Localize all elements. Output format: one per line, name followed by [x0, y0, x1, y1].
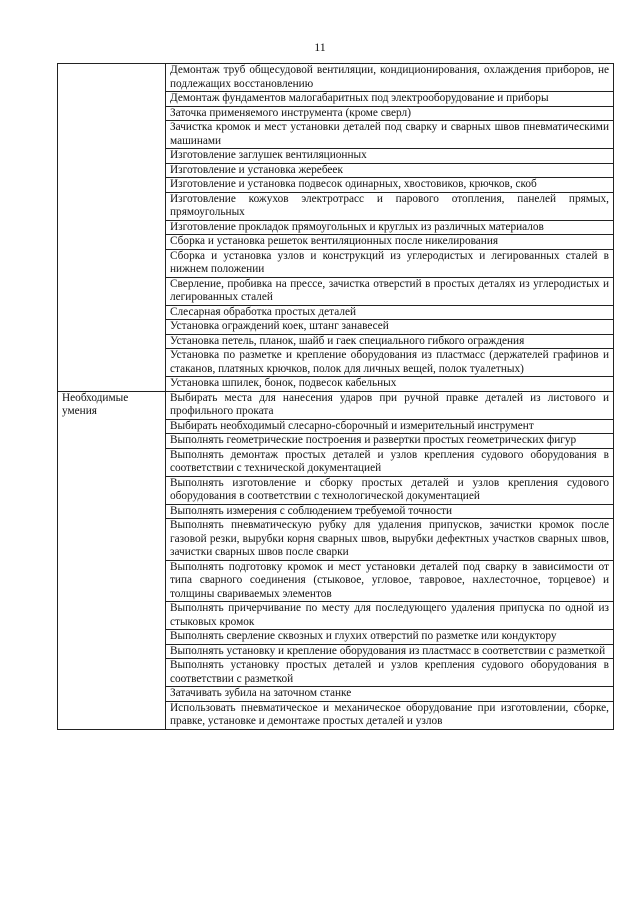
- section-label: [58, 64, 166, 392]
- table-cell-item: Выполнять сверление сквозных и глухих отверстий по разметке или кондуктору: [166, 630, 614, 645]
- table-cell-item: Выполнять подготовку кромок и мест установки деталей под сварку в зависимости от типа сварного соединения (стыковое, угловое, тавровое, нахлесточное, торцевое) и толщины свариваемых элементов: [166, 560, 614, 602]
- table-cell-item: Изготовление заглушек вентиляционных: [166, 149, 614, 164]
- table-cell-item: Установка шпилек, бонок, подвесок кабельных: [166, 377, 614, 392]
- table-cell-item: Изготовление и установка подвесок одинарных, хвостовиков, крючков, скоб: [166, 178, 614, 193]
- table-cell-item: Изготовление прокладок прямоугольных и круглых из различных материалов: [166, 220, 614, 235]
- table-cell-item: Выбирать места для нанесения ударов при ручной правке деталей из листового и профильного проката: [166, 391, 614, 419]
- table-cell-item: Выбирать необходимый слесарно-сборочный и измерительный инструмент: [166, 419, 614, 434]
- table-cell-item: Сборка и установка узлов и конструкций из углеродистых и легированных сталей в нижнем положении: [166, 249, 614, 277]
- page-number: 11: [314, 40, 326, 54]
- table-cell-item: Установка ограждений коек, штанг занавесей: [166, 320, 614, 335]
- table-cell-item: Сверление, пробивка на прессе, зачистка отверстий в простых деталях из углеродистых и легированных сталей: [166, 277, 614, 305]
- table-cell-item: Сборка и установка решеток вентиляционных после никелирования: [166, 235, 614, 250]
- section-label: Необходимые умения: [58, 391, 166, 729]
- table-cell-item: Демонтаж фундаментов малогабаритных под электрооборудование и приборы: [166, 92, 614, 107]
- table-cell-item: Слесарная обработка простых деталей: [166, 305, 614, 320]
- table-cell-item: Заточка применяемого инструмента (кроме сверл): [166, 106, 614, 121]
- table-cell-item: Изготовление и установка жеребеек: [166, 163, 614, 178]
- table-cell-item: Выполнять геометрические построения и развертки простых геометрических фигур: [166, 434, 614, 449]
- table-cell-item: Установка по разметке и крепление оборудования из пластмасс (держателей графинов и стаканов, платяных крючков, полок для личных вещей, полок туалетных): [166, 349, 614, 377]
- table-cell-item: Выполнять пневматическую рубку для удаления припусков, зачистки кромок после газовой резки, вырубки корня сварных швов, вырубки дефектных участков сварных швов, зачистки сварных швов после сварки: [166, 519, 614, 561]
- table-cell-item: Изготовление кожухов электротрасс и парового отопления, панелей прямых, прямоугольных: [166, 192, 614, 220]
- table-cell-item: Выполнять демонтаж простых деталей и узлов крепления судового оборудования в соответствии с технической документацией: [166, 448, 614, 476]
- table-cell-item: Выполнять установку простых деталей и узлов крепления судового оборудования в соответствии с разметкой: [166, 659, 614, 687]
- table-cell-item: Установка петель, планок, шайб и гаек специального гибкого ограждения: [166, 334, 614, 349]
- table-cell-item: Зачистка кромок и мест установки деталей под сварку и сварных швов пневматическими машинами: [166, 121, 614, 149]
- table-cell-item: Использовать пневматическое и механическое оборудование при изготовлении, сборке, правке, установке и демонтаже простых деталей и узлов: [166, 701, 614, 729]
- table-cell-item: Выполнять измерения с соблюдением требуемой точности: [166, 504, 614, 519]
- table-cell-item: Выполнять установку и крепление оборудования из пластмасс в соответствии с разметкой: [166, 644, 614, 659]
- table-row: [58, 64, 614, 92]
- table-cell-item: Демонтаж труб общесудовой вентиляции, кондиционирования, охлаждения приборов, не подлежащих восстановлению: [166, 64, 614, 92]
- table-row: [58, 391, 614, 419]
- competency-table: [57, 63, 614, 730]
- table-cell-item: Выполнять причерчивание по месту для последующего удаления припуска по одной из стыковых кромок: [166, 602, 614, 630]
- table-cell-item: Выполнять изготовление и сборку простых деталей и узлов крепления судового оборудования в соответствии с технологической документацией: [166, 476, 614, 504]
- table-cell-item: Затачивать зубила на заточном станке: [166, 687, 614, 702]
